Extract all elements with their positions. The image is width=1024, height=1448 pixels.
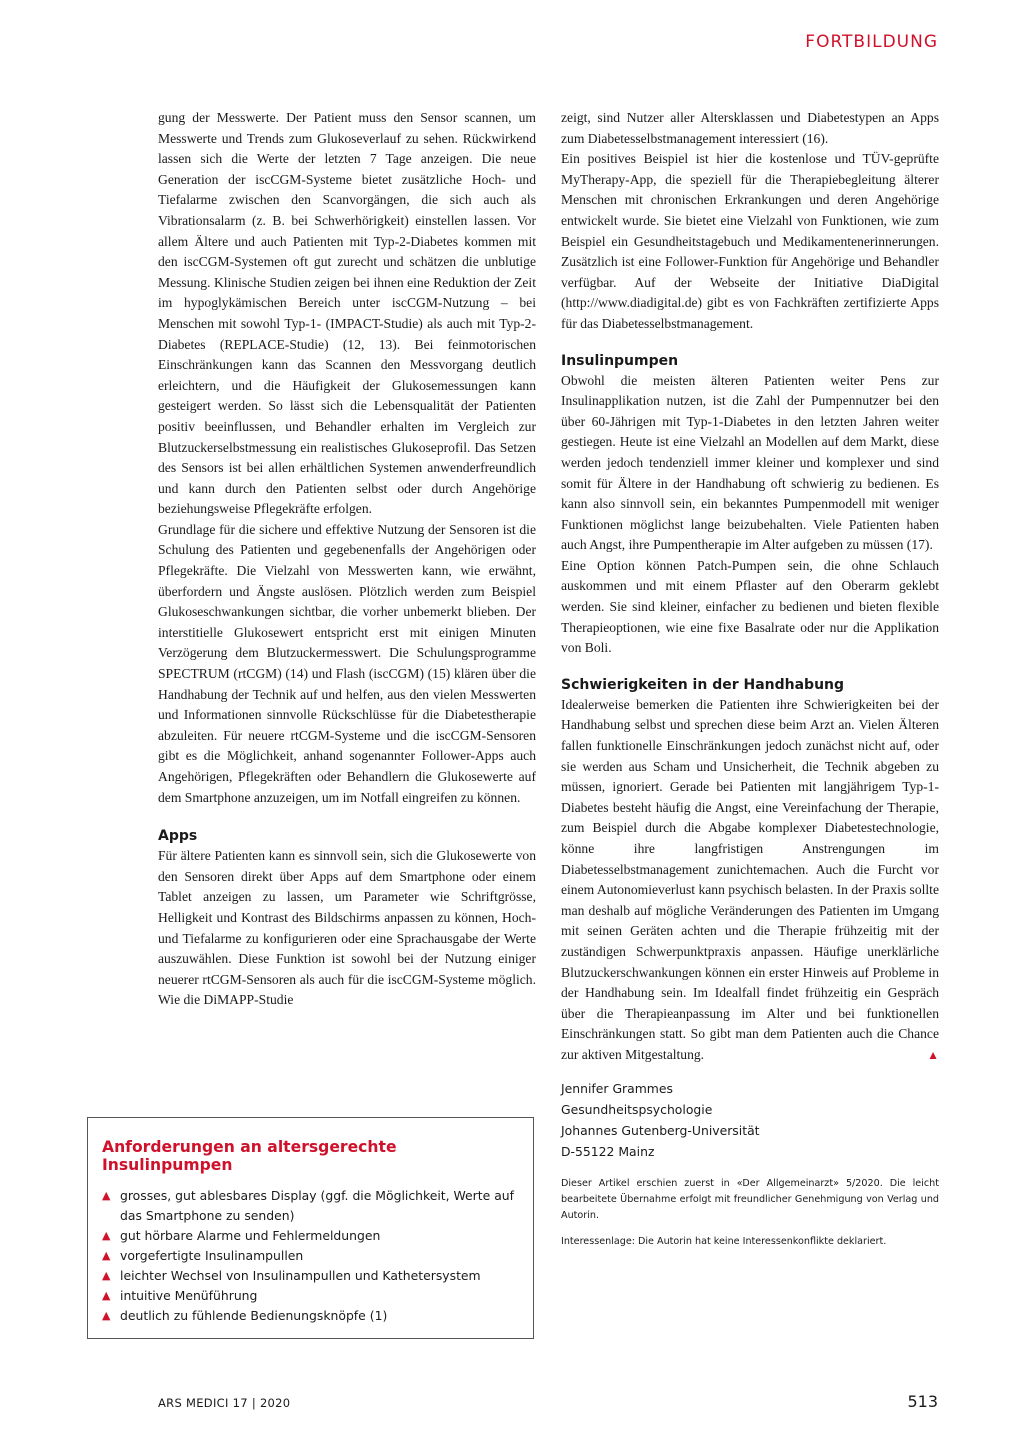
paragraph: Eine Option können Patch-Pumpen sein, die ohne Schlauch auskommen und mit einem Pflaster auf den Oberarm geklebt werden. Sie sind kleiner, einfacher zu bedienen und bieten flexible Therapieoptionen, wie eine fixe Basalrate oder nur die Applikation von Boli. — [561, 557, 939, 656]
section-label: FORTBILDUNG — [805, 32, 938, 52]
triangle-bullet-icon: ▲ — [102, 1289, 111, 1302]
heading-insulinpumpen: Insulinpumpen — [561, 352, 679, 369]
list-item — [102, 1286, 519, 1306]
triangle-bullet-icon: ▲ — [102, 1309, 111, 1322]
heading-apps: Apps — [158, 828, 198, 845]
conflict-note: Interessenlage: Die Autorin hat keine Interessenkonflikte deklariert. — [561, 1235, 887, 1247]
list-item-text: grosses, gut ablesbares Display (ggf. die Möglichkeit, Werte auf das Smartphone zu senden) — [120, 1188, 514, 1223]
author-address: D-55122 Mainz — [561, 1143, 655, 1159]
paragraph: Für ältere Patienten kann es sinnvoll sein, sich die Glukosewerte von den Sensoren direkt über Apps auf dem Smartphone oder einem Tablet anzeigen zu lassen, um Parameter wie Schriftgrösse, Helligkeit und Kontrast des Bildschirms anpassen zu können, Hoch- und Tiefalarme zu konfigurieren oder eine Sprachausgabe der Werte auszuwählen. Diese Funktion ist sowohl bei der Nutzung einiger neuerer rtCGM-Sensoren als auch für die iscCGM-Systeme möglich. Wie die DiMAPP-Studie — [158, 848, 536, 1008]
author-name: Jennifer Grammes — [561, 1080, 673, 1096]
paragraph: Obwohl die meisten älteren Patienten weiter Pens zur Insulinapplikation nutzen, ist die Zahl der Pumpennutzer bei den über 60-Jährigen mit Typ-1-Diabetes in den letzten Jahren weiter gestiegen. Heute ist eine Vielzahl an Modellen auf dem Markt, diese werden jedoch tendenziell immer kleiner und komplexer und sind somit für Ältere in der Handhabung oft schwierig zu bedienen. Es kann also sinnvoll sein, ein bekanntes Pumpenmodell mit weniger Funktionen möglichst lange beizubehalten. Viele Patienten haben auch Angst, ihre Pumpentherapie im Alter aufgeben zu müssen (17). — [561, 372, 939, 553]
triangle-bullet-icon: ▲ — [102, 1269, 111, 1282]
list-item-text: intuitive Menüführung — [120, 1288, 258, 1303]
info-box-title: Anforderungen an altersgerechte Insulinpumpen — [102, 1138, 397, 1174]
info-box — [87, 1117, 534, 1339]
right-column — [561, 108, 939, 1250]
page-number: 513 — [907, 1392, 938, 1411]
end-mark-icon: ▲ — [927, 1047, 939, 1062]
author-info — [561, 1078, 939, 1162]
triangle-bullet-icon: ▲ — [102, 1229, 111, 1242]
paragraph: gung der Messwerte. Der Patient muss den Sensor scannen, um Messwerte und Trends zum Glukoseverlauf zu sehen. Rückwirkend lassen sich die Werte der letzten 7 Tage anzeigen. Die neue Generation der iscCGM-Systeme bietet zusätzliche Hoch- und Tiefalarme zwischen den Scanvorgängen, die sich auch als Vibrationsalarm (z. B. bei Schwerhörigkeit) einstellen lassen. Vor allem Ältere und auch Patienten mit Typ-2-Diabetes kommen mit den iscCGM-Systemen oft gut zurecht und schätzen die unblutige Messung. Klinische Studien zeigen bei ihnen eine Reduktion der Zeit im hypoglykämischen Bereich unter iscCGM-Nutzung – bei Menschen mit sowohl Typ-1- (IMPACT-Studie) als auch mit Typ-2-Diabetes (REPLACE-Studie) (12, 13). Bei feinmotorischen Einschränkungen kann das Scannen den Messvorgang deutlich erleichtern, und die Häufigkeit der Glukosemessungen kann gesteigert werden. So lässt sich die Lebensqualität der Patienten positiv beeinflussen, und Behandler erhalten im Vergleich zur Blutzuckerselbstmessung ein realistisches Glukoseprofil. Das Setzen des Sensors ist bei allen erhältlichen Systemen anwenderfreundlich und kann durch den Patienten selbst oder durch Angehörige beziehungsweise Pflegekräfte erfolgen. — [158, 110, 536, 517]
list-item-text: vorgefertigte Insulinampullen — [120, 1248, 304, 1263]
paragraph — [561, 695, 939, 1066]
paragraph-text: Idealerweise bemerken die Patienten ihre Schwierigkeiten bei der Handhabung selbst und sprechen diese beim Arzt an. Vielen Älteren fallen funktionelle Einschränkungen jedoch zunächst nicht auf, oder sie werden aus Scham und Unsicherheit, die Technik abgeben zu müssen, ignoriert. Gerade bei Patienten mit langjährigem Typ-1-Diabetes besteht häufig die Angst, eine Vereinfachung der Therapie, zum Beispiel durch die Abgabe komplexer Diabetestechnologie, könne ihre langfristigen Anstrengungen im Diabetesselbstmanagement zunichtemachen. Auch die Furcht vor einem Autonomieverlust kann psychisch belasten. In der Praxis sollte man deshalb auf mögliche Veränderungen des Patienten im Umgang mit seinen Geräten achten und die Therapie frühzeitig mit der zuständigen Schwerpunktpraxis anpassen. Häufige unerklärliche Blutzuckerschwankungen können ein erster Hinweis auf Probleme in der Handhabung sein. Im Idealfall findet frühzeitig ein Gespräch über die Therapieanpassung im Alter und bei funktionellen Einschränkungen statt. So gibt man dem Patienten auch die Chance zur aktiven Mitgestaltung. — [561, 696, 939, 1062]
heading-handhabung: Schwierigkeiten in der Handhabung — [561, 676, 845, 693]
list-item-text: deutlich zu fühlende Bedienungsknöpfe (1) — [120, 1308, 388, 1323]
list-item — [102, 1266, 519, 1286]
paragraph: Grundlage für die sichere und effektive Nutzung der Sensoren ist die Schulung des Patienten und gegebenenfalls der Angehörigen oder Pflegekräfte. Die Vielzahl von Messwerten kann, wie erwähnt, überfordern und Ängste auslösen. Plötzlich werden zum Beispiel Glukoseschwankungen sichtbar, die vorher unbemerkt blieben. Der interstitielle Glukosewert entspricht erst mit einigen Minuten Verzögerung dem Blutzuckermesswert. Die Schulungsprogramme SPECTRUM (rtCGM) (14) und Flash (iscCGM) (15) klären über die Handhabung der Technik auf und helfen, aus den vielen Messwerten und Informationen sinnvolle Rückschlüsse für die Diabetestherapie abzuleiten. Für neuere rtCGM-Systeme und die iscCGM-Sensoren gibt es die Möglichkeit, anhand sogenannter Follower-Apps auch Angehörigen, Pflegekräften oder Behandlern die Glukosewerte auf dem Smartphone anzuzeigen, um im Notfall eingreifen zu können. — [158, 521, 536, 805]
triangle-bullet-icon: ▲ — [102, 1249, 111, 1262]
journal-issue: ARS MEDICI 17 | 2020 — [158, 1396, 291, 1410]
left-column — [158, 108, 536, 1011]
author-institution: Johannes Gutenberg-Universität — [561, 1122, 760, 1138]
author-dept: Gesundheitspsychologie — [561, 1101, 713, 1117]
requirements-list — [102, 1186, 519, 1326]
list-item — [102, 1246, 519, 1266]
list-item — [102, 1306, 519, 1326]
list-item-text: gut hörbare Alarme und Fehlermeldungen — [120, 1228, 381, 1243]
triangle-bullet-icon: ▲ — [102, 1189, 111, 1202]
paragraph: zeigt, sind Nutzer aller Altersklassen und Diabetestypen an Apps zum Diabetesselbstmanagement interessiert (16). — [561, 110, 939, 146]
publication-note: Dieser Artikel erschien zuerst in «Der Allgemeinarzt» 5/2020. Die leicht bearbeitete Übernahme erfolgt mit freundlicher Genehmigung von Verlag und Autorin. — [561, 1177, 939, 1221]
list-item-text: leichter Wechsel von Insulinampullen und Kathetersystem — [120, 1268, 481, 1283]
list-item — [102, 1186, 519, 1226]
list-item — [102, 1226, 519, 1246]
paragraph: Ein positives Beispiel ist hier die kostenlose und TÜV-geprüfte MyTherapy-App, die speziell für die Therapiebegleitung älterer Menschen mit chronischen Erkrankungen und deren Angehörige entwickelt wurde. Sie bietet eine Vielzahl von Funktionen, wie zum Beispiel ein Gesundheitstagebuch und Medikamentenerinnerungen. Zusätzlich ist eine Follower-Funktion für Angehörige und Behandler verfügbar. Auf der Webseite der Initiative DiaDigital (http://www.diadigital.de) gibt es von Fachkräften zertifizierte Apps für das Diabetesselbstmanagement. — [561, 151, 939, 331]
